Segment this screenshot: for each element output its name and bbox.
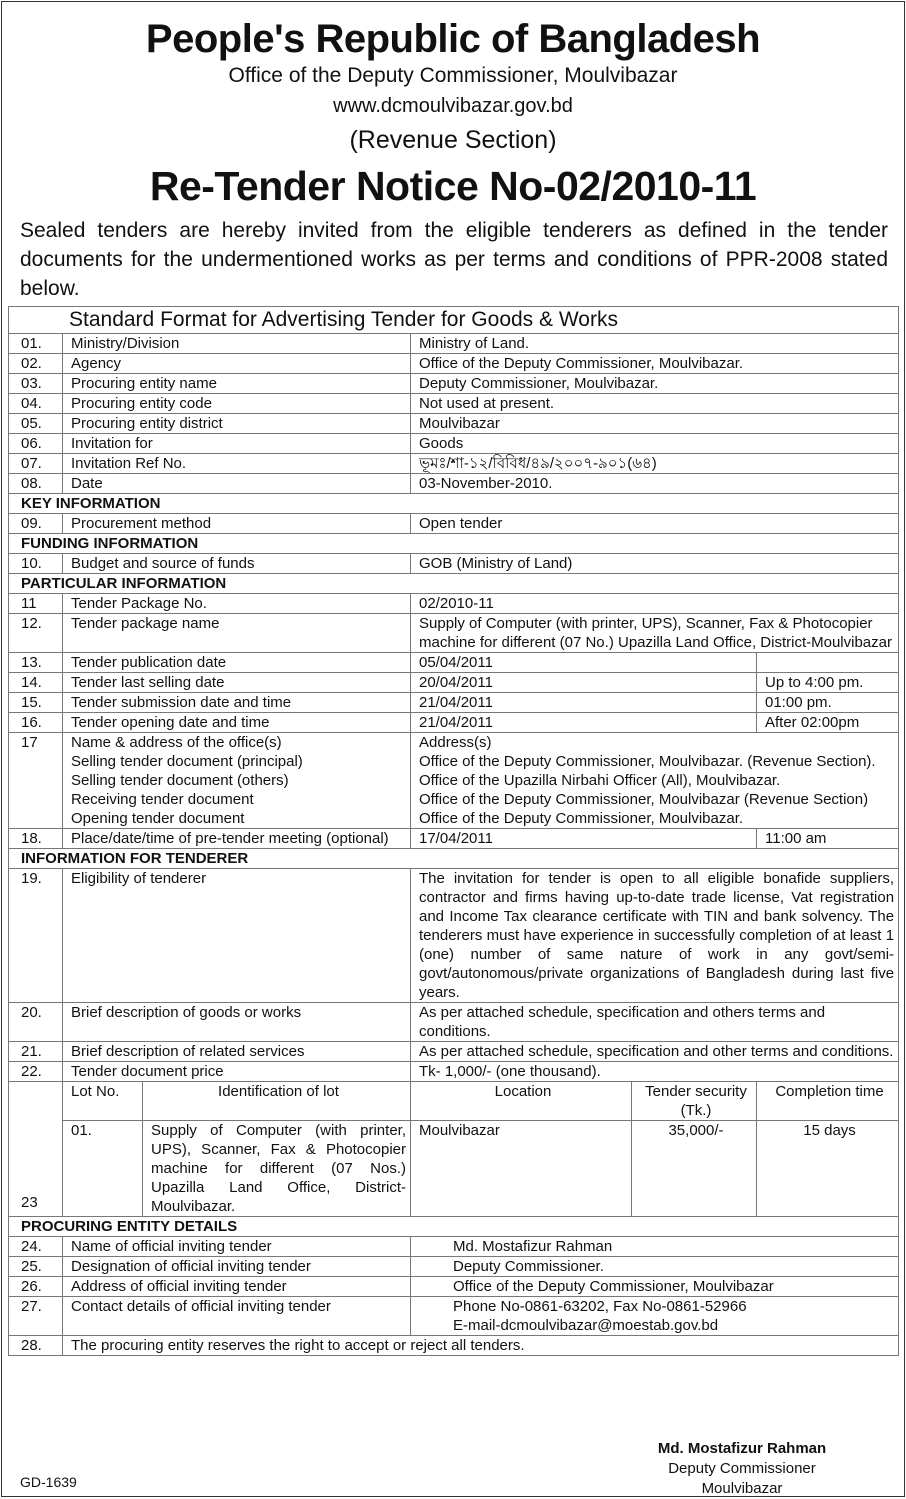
table-row: 04. Procuring entity code Not used at present. bbox=[9, 394, 899, 414]
section-particular-information: PARTICULAR INFORMATION bbox=[9, 574, 899, 594]
signature-block bbox=[642, 1439, 842, 1499]
lot-header-row: 23 Lot No. Identification of lot Location Tender security (Tk.) Completion time bbox=[9, 1082, 899, 1121]
table-row: 26. Address of official inviting tender Office of the Deputy Commissioner, Moulvibazar bbox=[9, 1277, 899, 1297]
notice-header bbox=[2, 16, 904, 214]
table-row: 14. Tender last selling date 20/04/2011 Up to 4:00 pm. bbox=[9, 673, 899, 693]
table-row: 21. Brief description of related services As per attached schedule, specification and other terms and conditions. bbox=[9, 1042, 899, 1062]
table-row: 12. Tender package name Supply of Computer (with printer, UPS), Scanner, Fax & Photocopier machine for different (07 No.) Upazilla Land Office, District-Moulvibazar bbox=[9, 614, 899, 653]
table-row: 06. Invitation for Goods bbox=[9, 434, 899, 454]
table-row: 22. Tender document price Tk- 1,000/- (one thousand). bbox=[9, 1062, 899, 1082]
table-row: 15. Tender submission date and time 21/04/2011 01:00 pm. bbox=[9, 693, 899, 713]
tender-notice-page bbox=[1, 1, 905, 1497]
table-title: Standard Format for Advertising Tender for Goods & Works bbox=[9, 307, 899, 334]
table-row: 08. Date 03-November-2010. bbox=[9, 474, 899, 494]
table-row: 27. Contact details of official inviting tender Phone No-0861-63202, Fax No-0861-52966 E-mail-dcmoulvibazar@moestab.gov.bd bbox=[9, 1297, 899, 1336]
contact-phone: Phone No-0861-63202, Fax No-0861-52966 bbox=[453, 1298, 747, 1315]
tender-table bbox=[8, 306, 899, 1356]
lot-row: 01. Supply of Computer (with printer, UPS), Scanner, Fax & Photocopier machine for different (07 Nos.) Upazilla Land Office, District-Moulvibazar. Moulvibazar 35,000/- 15 days bbox=[9, 1121, 899, 1217]
table-row: 16. Tender opening date and time 21/04/2011 After 02:00pm bbox=[9, 713, 899, 733]
table-row: 13. Tender publication date 05/04/2011 bbox=[9, 653, 899, 673]
table-row: 03. Procuring entity name Deputy Commissioner, Moulvibazar. bbox=[9, 374, 899, 394]
table-row: 07. Invitation Ref No. ভূমঃ/শা-১২/বিবিধ/৪৯/২০০৭-৯০১(৬৪) bbox=[9, 454, 899, 474]
table-row: 19. Eligibility of tenderer The invitation for tender is open to all eligible bonafide suppliers, contractor and firms having up-to-date trade license, Vat registration and Income Tax clearance certificate with TIN and bank solvency. The tenderers must have experience in successfully completion of at least 1 (one) number of same nature of work in any govt/semi-govt/autonomous/private organizations of Bangladesh during last five years. bbox=[9, 869, 899, 1003]
section-funding-information: FUNDING INFORMATION bbox=[9, 534, 899, 554]
country-title: People's Republic of Bangladesh bbox=[145, 17, 761, 61]
table-row: 11 Tender Package No. 02/2010-11 bbox=[9, 594, 899, 614]
office-name: Office of the Deputy Commissioner, Moulvibazar bbox=[228, 64, 678, 87]
lot-section-number: 23 bbox=[9, 1082, 63, 1217]
table-row: 17 Name & address of the office(s) Selling tender document (principal) Selling tender document (others) Receiving tender document Opening tender document Address(s) Office of the Deputy Commissioner, Moulvibazar. (Revenue Section). Office of the Upazilla Nirbahi Officer (All), Moulvibazar. Office of the Deputy Commissioner, Moulvibazar (Revenue Section) Office of the Deputy Commissioner, Moulvibazar. bbox=[9, 733, 899, 829]
table-row: 01. Ministry/Division Ministry of Land. bbox=[9, 334, 899, 354]
notice-title: Re-Tender Notice No-02/2010-11 bbox=[149, 163, 757, 209]
table-row: 02. Agency Office of the Deputy Commissioner, Moulvibazar. bbox=[9, 354, 899, 374]
section-information-for-tenderer: INFORMATION FOR TENDERER bbox=[9, 849, 899, 869]
table-row: 28. The procuring entity reserves the right to accept or reject all tenders. bbox=[9, 1336, 899, 1356]
table-row: 18. Place/date/time of pre-tender meeting (optional) 17/04/2011 11:00 am bbox=[9, 829, 899, 849]
intro-paragraph: Sealed tenders are hereby invited from the eligible tenderers as defined in the tender documents for the undermentioned works as per terms and conditions of PPR-2008 stated below. bbox=[20, 219, 888, 300]
table-row: 05. Procuring entity district Moulvibazar bbox=[9, 414, 899, 434]
table-row: 09. Procurement method Open tender bbox=[9, 514, 899, 534]
signatory-place: Moulvibazar bbox=[701, 1480, 783, 1497]
website-text: www.dcmoulvibazar.gov.bd bbox=[333, 95, 573, 117]
table-row: 10. Budget and source of funds GOB (Ministry of Land) bbox=[9, 554, 899, 574]
contact-email: E-mail-dcmoulvibazar@moestab.gov.bd bbox=[453, 1317, 719, 1334]
section-key-information: KEY INFORMATION bbox=[9, 494, 899, 514]
signatory-name: Md. Mostafizur Rahman bbox=[657, 1440, 827, 1457]
table-row: 25. Designation of official inviting tender Deputy Commissioner. bbox=[9, 1257, 899, 1277]
signatory-designation: Deputy Commissioner bbox=[668, 1460, 816, 1477]
table-row: 20. Brief description of goods or works As per attached schedule, specification and others terms and conditions. bbox=[9, 1003, 899, 1042]
section-procuring-entity-details: PROCURING ENTITY DETAILS bbox=[9, 1217, 899, 1237]
section-name: (Revenue Section) bbox=[349, 126, 557, 154]
advertisement-code: GD-1639 bbox=[20, 1474, 77, 1490]
table-row: 24. Name of official inviting tender Md. Mostafizur Rahman bbox=[9, 1237, 899, 1257]
